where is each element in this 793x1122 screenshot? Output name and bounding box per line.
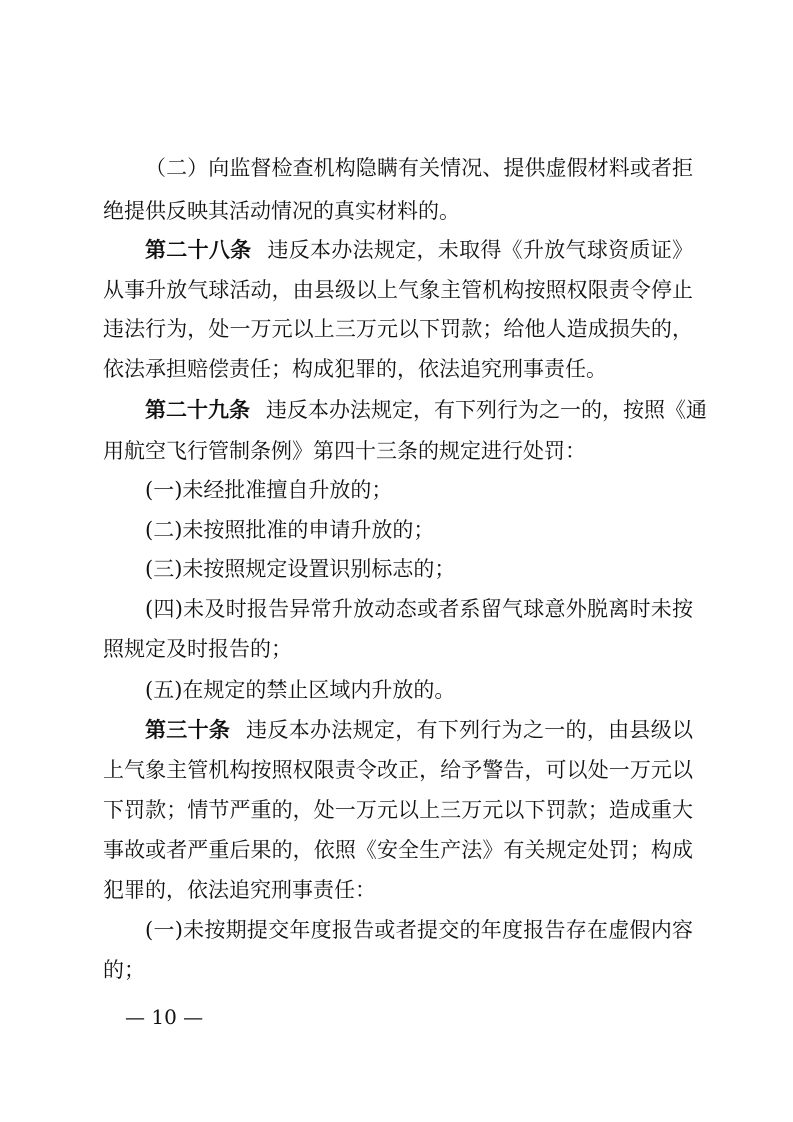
line-text: (三)未按照规定设置识别标志的；: [145, 557, 456, 581]
paragraph-line: [103, 955, 693, 985]
list-item: [145, 515, 693, 545]
article-heading-line: [145, 235, 693, 265]
line-text: 从事升放气球活动，由县级以上气象主管机构按照权限责令停止: [103, 278, 693, 302]
paragraph-line: [103, 275, 693, 305]
line-text: 违反本办法规定，有下列行为之一的，由县级以: [246, 718, 694, 742]
line-text: 绝提供反映其活动情况的真实材料的。: [103, 199, 460, 223]
list-item: [145, 675, 693, 705]
line-text: 依法承担赔偿责任；构成犯罪的，依法追究刑事责任。: [103, 357, 607, 381]
line-text: 的；: [103, 958, 145, 982]
line-text: 违法行为，处一万元以上三万元以下罚款；给他人造成损失的，: [103, 317, 693, 341]
list-item: [145, 554, 693, 584]
line-text: （二）向监督检查机构隐瞒有关情况、提供虚假材料或者拒: [145, 156, 693, 180]
paragraph-line: [103, 755, 693, 785]
paragraph-line: [103, 314, 693, 344]
list-item: [145, 915, 693, 945]
line-text: 犯罪的，依法追究刑事责任：: [103, 878, 376, 902]
article-heading-line: [145, 715, 693, 745]
list-item: [145, 594, 693, 624]
line-text: (五)在规定的禁止区域内升放的。: [145, 678, 456, 702]
article-number: 第二十八条: [145, 238, 252, 262]
paragraph-line: [103, 835, 693, 865]
article-heading-line: [145, 395, 707, 425]
line-text: (二)未按照批准的申请升放的；: [145, 518, 435, 542]
paragraph-line: [103, 436, 693, 466]
line-text: (四)未及时报告异常升放动态或者系留气球意外脱离时未按: [145, 597, 693, 621]
paragraph-line: [103, 196, 693, 226]
line-text: 事故或者严重后果的，依照《安全生产法》有关规定处罚；构成: [103, 838, 693, 862]
list-item: [145, 475, 693, 505]
article-number: 第二十九条: [145, 398, 250, 422]
line-text: 下罚款；情节严重的，处一万元以上三万元以下罚款；造成重大: [103, 798, 693, 822]
paragraph-line: [103, 634, 693, 664]
paragraph-line: [103, 875, 693, 905]
paragraph-line: [145, 153, 693, 183]
article-number: 第三十条: [145, 718, 231, 742]
line-text: 上气象主管机构按照权限责令改正，给予警告，可以处一万元以: [103, 758, 693, 782]
line-text: 违反本办法规定，未取得《升放气球资质证》: [267, 238, 694, 262]
line-text: (一)未按期提交年度报告或者提交的年度报告存在虚假内容: [145, 918, 693, 942]
page-number: — 10 —: [125, 1005, 204, 1029]
line-text: (一)未经批准擅自升放的；: [145, 478, 393, 502]
paragraph-line: [103, 354, 693, 384]
line-text: 用航空飞行管制条例》第四十三条的规定进行处罚：: [103, 439, 586, 463]
paragraph-line: [103, 795, 693, 825]
line-text: 违反本办法规定，有下列行为之一的，按照《通: [266, 398, 707, 422]
line-text: 照规定及时报告的；: [103, 637, 292, 661]
